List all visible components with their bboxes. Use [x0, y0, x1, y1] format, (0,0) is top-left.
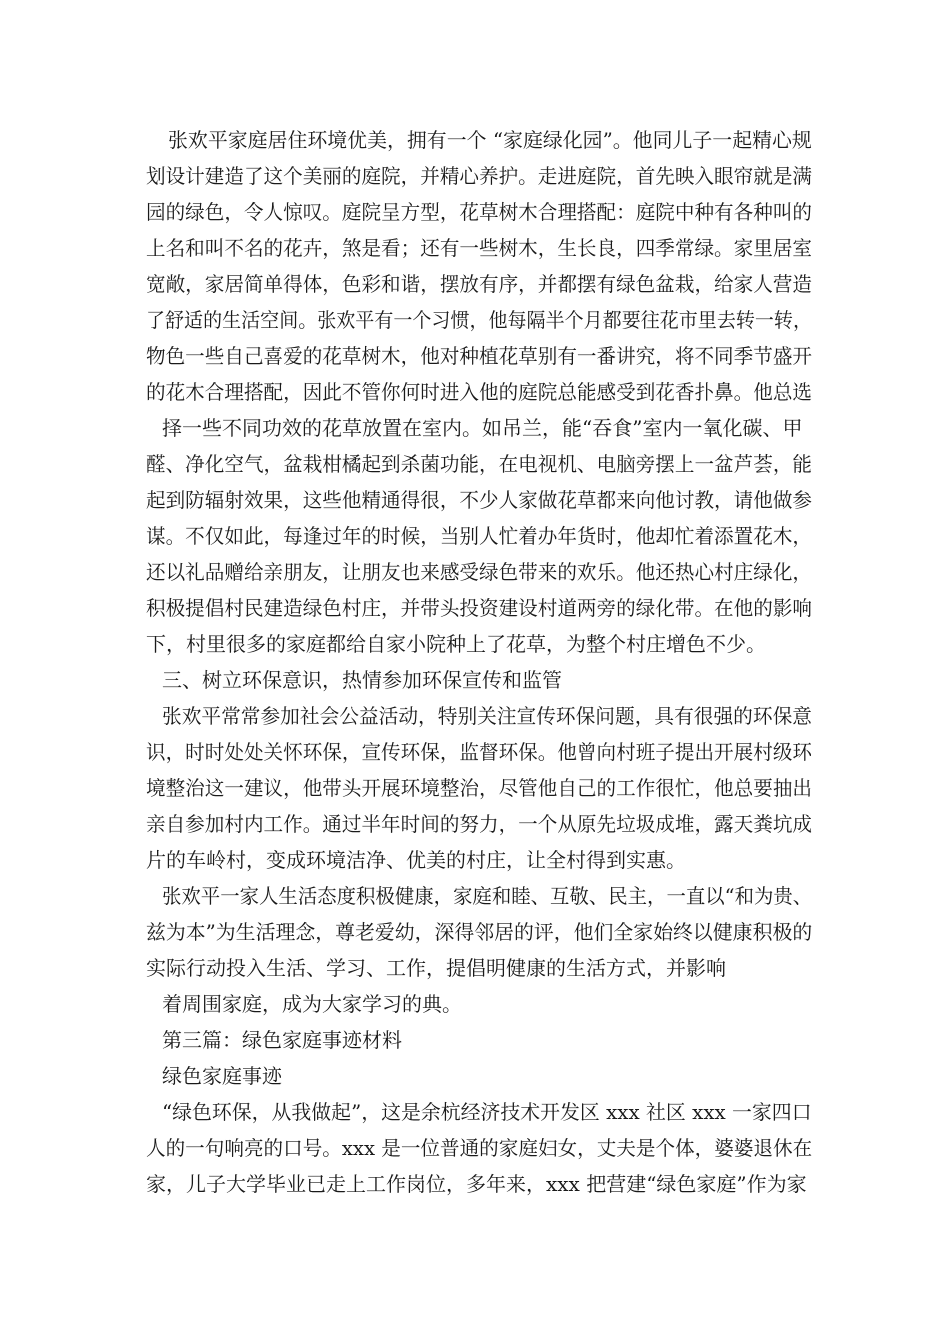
- paragraph-line: 片的车岭村，变成环境洁净、优美的村庄，让全村得到实惠。: [146, 848, 686, 872]
- paragraph-line: 张欢平家庭居住环境优美，拥有一个 “家庭绿化园”。他同儿子一起精心规: [168, 128, 812, 152]
- paragraph-line: 境整治这一建议，他带头开展环境整治，尽管他自己的工作很忙，他总要抽出: [146, 776, 812, 800]
- paragraph-line: 园的绿色，令人惊叹。庭院呈方型，花草树木合理搭配：庭院中种有各种叫的: [146, 200, 812, 224]
- paragraph-line: 划设计建造了这个美丽的庭院，并精心养护。走进庭院，首先映入眼帘就是满: [146, 164, 812, 188]
- chapter-heading: 第三篇：绿色家庭事迹材料: [162, 1028, 402, 1052]
- paragraph-line: 识，时时处处关怀环保，宣传环保，监督环保。他曾向村班子提出开展村级环: [146, 740, 812, 764]
- paragraph-line: 着周围家庭，成为大家学习的典。: [162, 992, 462, 1016]
- paragraph-line: 下，村里很多的家庭都给自家小院种上了花草，为整个村庄增色不少。: [146, 632, 766, 656]
- section-heading: 三、树立环保意识，热情参加环保宣传和监管: [162, 668, 562, 692]
- paragraph-line: 兹为本”为生活理念，尊老爱幼，深得邻居的评，他们全家始终以健康积极的: [146, 920, 813, 944]
- section-heading: 绿色家庭事迹: [162, 1064, 282, 1088]
- paragraph-line: 家，儿子大学毕业已走上工作岗位，多年来，xxx 把营建“绿色家庭”作为家: [146, 1172, 807, 1196]
- paragraph-line: 宽敞，家居简单得体，色彩和谐，摆放有序，并都摆有绿色盆栽，给家人营造: [146, 272, 812, 296]
- paragraph-line: 积极提倡村民建造绿色村庄，并带头投资建设村道两旁的绿化带。在他的影响: [146, 596, 812, 620]
- paragraph-line: 的花木合理搭配，因此不管你何时进入他的庭院总能感受到花香扑鼻。他总选: [146, 380, 812, 404]
- paragraph-line: 谋。不仅如此，每逢过年的时候，当别人忙着办年货时，他却忙着添置花木，: [146, 524, 812, 548]
- paragraph-line: 亲自参加村内工作。通过半年时间的努力，一个从原先垃圾成堆，露天粪坑成: [146, 812, 812, 836]
- paragraph-line: 实际行动投入生活、学习、工作，提倡明健康的生活方式，并影响: [146, 956, 726, 980]
- paragraph-line: “绿色环保，从我做起”，这是余杭经济技术开发区 xxx 社区 xxx 一家四口: [162, 1100, 812, 1124]
- paragraph-line: 上名和叫不名的花卉，煞是看；还有一些树木，生长良，四季常绿。家里居室: [146, 236, 812, 260]
- paragraph-line: 起到防辐射效果，这些他精通得很，不少人家做花草都来向他讨教，请他做参: [146, 488, 812, 512]
- paragraph-line: 择一些不同功效的花草放置在室内。如吊兰，能“吞食”室内一氧化碳、甲: [162, 416, 803, 440]
- paragraph-line: 物色一些自己喜爱的花草树木，他对种植花草别有一番讲究，将不同季节盛开: [146, 344, 812, 368]
- paragraph-line: 了舒适的生活空间。张欢平有一个习惯，他每隔半个月都要往花市里去转一转，: [146, 308, 812, 332]
- paragraph-line: 还以礼品赠给亲朋友，让朋友也来感受绿色带来的欢乐。他还热心村庄绿化，: [146, 560, 812, 584]
- paragraph-line: 人的一句响亮的口号。xxx 是一位普通的家庭妇女，丈夫是个体，婆婆退休在: [146, 1136, 813, 1160]
- paragraph-line: 醛、净化空气，盆栽柑橘起到杀菌功能，在电视机、电脑旁摆上一盆芦荟，能: [146, 452, 812, 476]
- paragraph-line: 张欢平一家人生活态度积极健康，家庭和睦、互敬、民主，一直以“和为贵、: [162, 884, 813, 908]
- paragraph-line: 张欢平常常参加社会公益活动，特别关注宣传环保问题，具有很强的环保意: [162, 704, 812, 728]
